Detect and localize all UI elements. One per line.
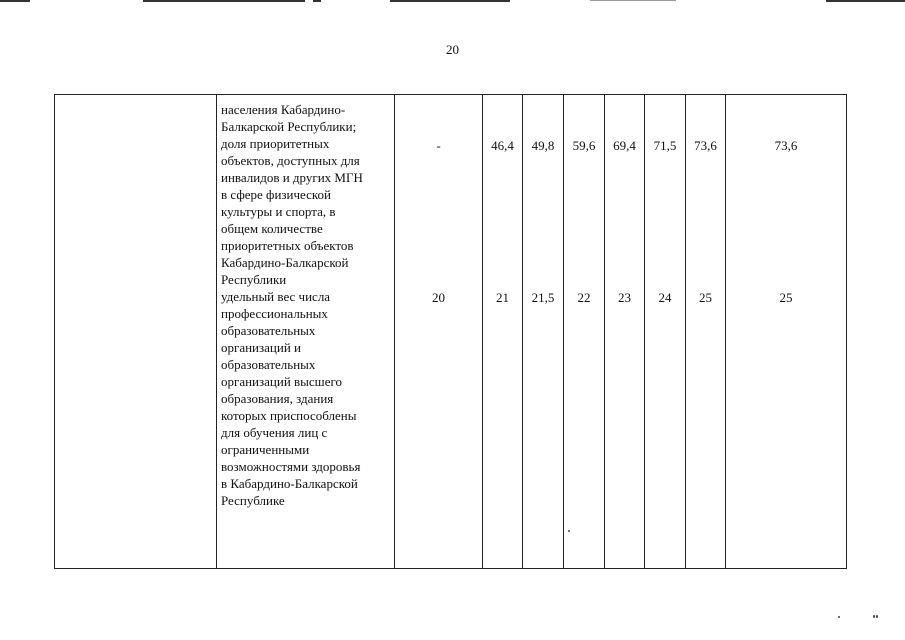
value-cell: 71,5 [653, 138, 677, 153]
column-separator [725, 95, 726, 568]
value-cell: 69,4 [613, 138, 636, 153]
value-cell: - [436, 138, 441, 153]
column-separator [216, 95, 217, 568]
top-rule [590, 0, 676, 1]
value-cell: 73,6 [694, 138, 717, 153]
scan-speck [876, 615, 878, 618]
top-rule [390, 0, 510, 2]
top-rule [143, 0, 305, 2]
value-cell: 46,4 [491, 138, 514, 153]
value-cell: 20 [432, 290, 445, 305]
indicator-description: населения Кабардино- Балкарской Республики; доля приоритетных объектов, доступных для инвалидов и других МГН в сфере физической культуры и спорта, в общем количестве приоритетных объектов Кабардино-Балкарской Республики [221, 102, 363, 287]
top-rule [826, 0, 905, 2]
column-separator [685, 95, 686, 568]
value-cell: 59,6 [572, 138, 596, 153]
value-cell: 24 [658, 290, 672, 305]
indicator-description: удельный вес числа профессиональных образовательных организаций и образовательных организаций высшего образования, здания которых приспособлены для обучения лиц с ограниченными возможностями здоровья в Кабардино-Балкарской Республике [221, 289, 361, 508]
value-cell: 25 [779, 290, 793, 305]
scan-speck [873, 615, 875, 618]
scan-speck [838, 616, 840, 618]
value-cell: 23 [618, 290, 631, 305]
column-separator [604, 95, 605, 568]
value-cell: 49,8 [531, 138, 555, 153]
value-cell: 25 [699, 290, 712, 305]
column-separator [522, 95, 523, 568]
column-separator [482, 95, 483, 568]
value-cell: 21 [496, 290, 509, 305]
column-separator [644, 95, 645, 568]
value-cell: 22 [577, 290, 591, 305]
page-number: 20 [446, 42, 459, 57]
value-cell: 21,5 [531, 290, 555, 305]
table-frame [54, 94, 847, 569]
scan-speck [568, 530, 570, 532]
value-cell: 73,6 [774, 138, 798, 153]
top-rule [313, 0, 321, 2]
top-rule [0, 0, 30, 2]
column-separator [563, 95, 564, 568]
